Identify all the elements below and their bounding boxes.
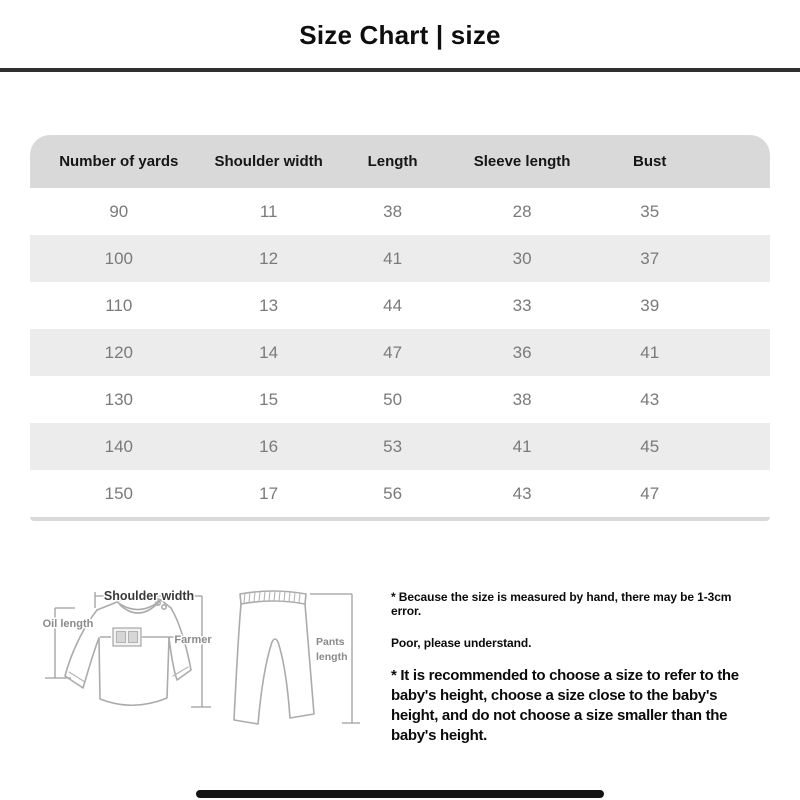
table-cell: 47	[640, 483, 660, 503]
pants-outline	[234, 591, 314, 724]
table-cell: 43	[640, 389, 660, 409]
pants-diagram	[228, 568, 373, 738]
shoulder-width-label: Shoulder width	[103, 589, 195, 603]
table-cell: 45	[640, 436, 660, 456]
home-indicator-bar	[196, 790, 604, 798]
table-cell: 28	[512, 201, 532, 221]
table-row	[30, 235, 770, 282]
table-cell: 14	[259, 342, 279, 362]
note-measure-error: * Because the size is measured by hand, there may be 1-3cm error.	[391, 590, 732, 618]
table-cell: 130	[104, 389, 133, 409]
table-row	[30, 188, 770, 235]
shirt-length-label: Farmer	[174, 634, 212, 646]
table-cell: 100	[104, 248, 133, 268]
table-cell: 41	[383, 248, 403, 268]
table-cell: 120	[104, 342, 133, 362]
table-cell: 17	[259, 483, 279, 503]
col-header-shoulder-width: Shoulder width	[214, 153, 323, 170]
note-please-understand: Poor, please understand.	[391, 636, 532, 650]
table-cell: 37	[640, 248, 660, 268]
pants-length-label-line1: Pants	[316, 636, 345, 648]
table-cell: 140	[104, 436, 133, 456]
table-cell: 38	[383, 201, 403, 221]
table-header-row	[30, 135, 770, 188]
pants-length-label-line2: length	[316, 651, 348, 663]
table-row	[30, 470, 770, 517]
table-cell: 39	[640, 295, 660, 315]
col-header-length: Length	[367, 153, 418, 170]
table-row	[30, 329, 770, 376]
table-cell: 36	[512, 342, 532, 362]
table-cell: 16	[259, 436, 279, 456]
table-cell: 44	[383, 295, 403, 315]
notes-section	[391, 590, 747, 746]
table-cell: 43	[512, 483, 532, 503]
title-divider	[0, 68, 800, 72]
table-cell: 110	[105, 295, 133, 315]
table-row	[30, 376, 770, 423]
table-cell: 56	[383, 483, 403, 503]
shirt-chest-label	[113, 628, 141, 646]
table-cell: 33	[512, 295, 532, 315]
table-row	[30, 423, 770, 470]
table-bottom-border	[30, 517, 770, 521]
table-cell: 12	[259, 248, 279, 268]
table-cell: 11	[259, 201, 278, 221]
table-cell: 15	[259, 389, 279, 409]
table-cell: 150	[104, 483, 133, 503]
shirt-diagram	[25, 568, 235, 748]
table-cell: 90	[109, 201, 129, 221]
table-cell: 35	[640, 201, 660, 221]
table-cell: 50	[383, 389, 403, 409]
table-cell: 41	[640, 342, 660, 362]
table-row	[30, 282, 770, 329]
table-cell: 30	[512, 248, 532, 268]
table-cell: 13	[259, 295, 279, 315]
size-table	[30, 135, 770, 521]
shirt-outline	[65, 596, 191, 705]
col-header-sleeve-length: Sleeve length	[473, 153, 571, 170]
table-cell: 41	[512, 436, 532, 456]
col-header-number-of-yards: Number of yards	[59, 153, 179, 170]
table-cell: 38	[512, 389, 532, 409]
sleeve-length-label: Oil length	[42, 618, 94, 630]
page-title: Size Chart | size	[299, 20, 501, 50]
col-header-bust: Bust	[633, 153, 667, 170]
note-size-recommendation: * It is recommended to choose a size to refer to the baby's height, choose a size close to the baby's height, and do not choose a size smaller than the baby's height.	[391, 667, 739, 744]
table-cell: 53	[383, 436, 403, 456]
table-cell: 47	[383, 342, 403, 362]
